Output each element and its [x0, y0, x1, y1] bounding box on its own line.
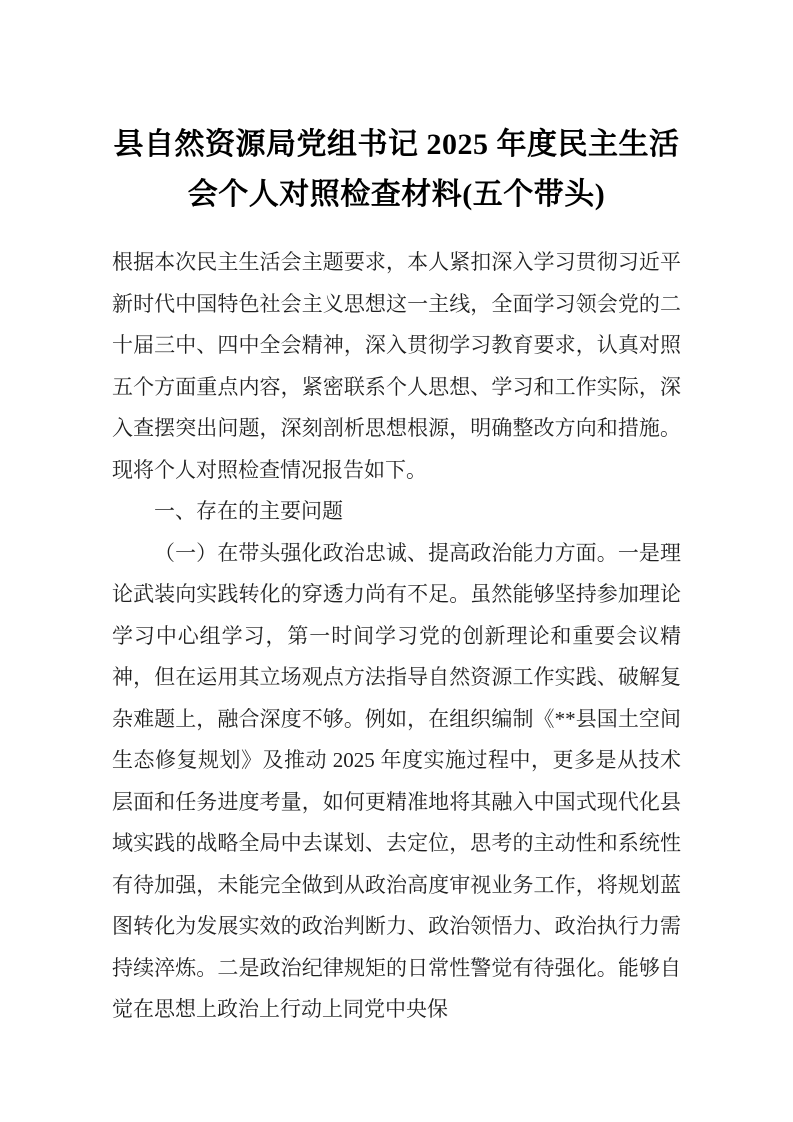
intro-paragraph: 根据本次民主生活会主题要求，本人紧扣深入学习贯彻习近平新时代中国特色社会主义思想这一主线，全面学习领会党的二十届三中、四中全会精神，深入贯彻学习教育要求，认真对照五个方面重点内容，紧密联系个人思想、学习和工作实际，深入查摆突出问题，深刻剖析思想根源，明确整改方向和措施。现将个人对照检查情况报告如下。 — [112, 250, 681, 482]
subsection-paragraph: （一）在带头强化政治忠诚、提高政治能力方面。一是理论武装向实践转化的穿透力尚有不足。虽然能够坚持参加理论学习中心组学习，第一时间学习党的创新理论和重要会议精神，但在运用其立场观点方法指导自然资源工作实践、破解复杂难题上，融合深度不够。例如，在组织编制《**县国土空间生态修复规划》及推动 2025 年度实施过程中，更多是从技术层面和任务进度考量，如何更精准地将其融入中国式现代化县域实践的战略全局中去谋划、去定位，思考的主动性和系统性有待加强，未能完全做到从政治高度审视业务工作，将规划蓝图转化为发展实效的政治判断力、政治领悟力、政治执行力需持续淬炼。二是政治纪律规矩的日常性警觉有待强化。能够自觉在思想上政治上行动上同党中央保 — [112, 540, 681, 1021]
document-title: 县自然资源局党组书记 2025 年度民主生活会个人对照检查材料(五个带头) — [113, 128, 680, 211]
section-heading: 一、存在的主要问题 — [154, 499, 343, 523]
